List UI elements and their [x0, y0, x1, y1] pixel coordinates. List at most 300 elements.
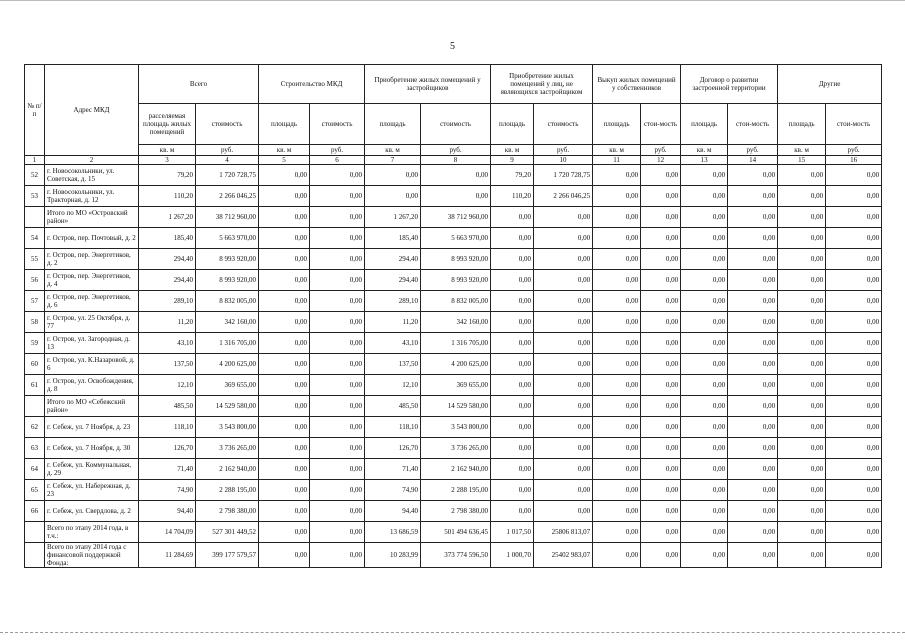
unit-area: кв. м	[778, 145, 826, 156]
address-cell: г. Остров, ул. К.Назаровой, д. 6	[45, 354, 139, 375]
table-row	[25, 270, 882, 291]
value-cell: 0,00	[593, 291, 641, 312]
value-cell: 0,00	[681, 501, 728, 522]
value-cell: 2 288 195,00	[421, 480, 491, 501]
unit-cost: руб.	[826, 145, 882, 156]
address-cell: г. Себеж, ул. Коммунальная, д. 29	[45, 459, 139, 480]
value-cell: 0,00	[491, 207, 534, 228]
value-cell: 0,00	[593, 249, 641, 270]
sub-cost: стоимость	[196, 104, 259, 145]
column-number: 16	[826, 156, 882, 165]
top-scan-edge	[0, 0, 905, 1]
row-number: 64	[25, 459, 45, 480]
value-cell: 0,00	[728, 165, 778, 186]
sub-cost: стоимость	[534, 104, 593, 145]
value-cell: 0,00	[778, 249, 826, 270]
value-cell: 0,00	[259, 438, 310, 459]
address-cell: г. Остров, пер. Энергетиков, д. 4	[45, 270, 139, 291]
value-cell: 0,00	[778, 438, 826, 459]
value-cell: 14 704,09	[139, 522, 196, 543]
value-cell: 1 000,70	[491, 543, 534, 568]
value-cell: 0,00	[826, 480, 882, 501]
value-cell: 0,00	[310, 270, 365, 291]
sub-cost: стои-мость	[826, 104, 882, 145]
value-cell: 0,00	[491, 249, 534, 270]
table-row	[25, 186, 882, 207]
value-cell: 0,00	[259, 480, 310, 501]
value-cell: 342 160,00	[421, 312, 491, 333]
value-cell: 0,00	[593, 186, 641, 207]
value-cell: 8 832 005,00	[196, 291, 259, 312]
value-cell: 0,00	[728, 480, 778, 501]
value-cell: 527 301 449,52	[196, 522, 259, 543]
value-cell: 10 283,99	[365, 543, 421, 568]
value-cell: 12,10	[139, 375, 196, 396]
row-number	[25, 207, 45, 228]
value-cell: 0,00	[259, 543, 310, 568]
group-dev-contract-header: Договор о развитии застроенной территории	[681, 65, 778, 104]
header-row-groups	[25, 65, 882, 104]
value-cell: 0,00	[365, 186, 421, 207]
value-cell: 0,00	[310, 375, 365, 396]
table-row	[25, 165, 882, 186]
value-cell: 2 162 940,00	[421, 459, 491, 480]
value-cell: 0,00	[641, 438, 681, 459]
value-cell: 0,00	[778, 312, 826, 333]
value-cell: 0,00	[593, 228, 641, 249]
address-cell: г. Себеж, ул. Свердлова, д. 2	[45, 501, 139, 522]
value-cell: 0,00	[681, 396, 728, 417]
value-cell: 0,00	[259, 186, 310, 207]
unit-area: кв. м	[681, 145, 728, 156]
value-cell: 126,70	[139, 438, 196, 459]
column-number: 12	[641, 156, 681, 165]
address-cell: г. Новосокольники, ул. Советская, д. 15	[45, 165, 139, 186]
value-cell: 0,00	[641, 354, 681, 375]
value-cell: 0,00	[778, 228, 826, 249]
address-cell: г. Себеж, ул. Набережная, д. 23	[45, 480, 139, 501]
page-number: 5	[450, 41, 455, 52]
row-number: 62	[25, 417, 45, 438]
value-cell: 0,00	[826, 354, 882, 375]
row-number	[25, 396, 45, 417]
value-cell: 0,00	[778, 207, 826, 228]
value-cell: 74,90	[139, 480, 196, 501]
table-row	[25, 417, 882, 438]
value-cell: 0,00	[491, 291, 534, 312]
value-cell: 0,00	[259, 459, 310, 480]
value-cell: 11,20	[365, 312, 421, 333]
value-cell: 0,00	[778, 501, 826, 522]
value-cell: 0,00	[593, 354, 641, 375]
row-number: 54	[25, 228, 45, 249]
table-row	[25, 249, 882, 270]
value-cell: 399 177 579,57	[196, 543, 259, 568]
value-cell: 0,00	[641, 228, 681, 249]
row-number: 58	[25, 312, 45, 333]
value-cell: 0,00	[681, 312, 728, 333]
table-row	[25, 291, 882, 312]
value-cell: 0,00	[728, 333, 778, 354]
value-cell: 1 720 728,75	[534, 165, 593, 186]
value-cell: 0,00	[681, 207, 728, 228]
row-number: 57	[25, 291, 45, 312]
value-cell: 13 686,59	[365, 522, 421, 543]
value-cell: 0,00	[534, 354, 593, 375]
value-cell: 0,00	[310, 186, 365, 207]
value-cell: 0,00	[491, 417, 534, 438]
value-cell: 0,00	[826, 501, 882, 522]
value-cell: 0,00	[778, 417, 826, 438]
col-num-header: № п/п	[25, 65, 45, 156]
value-cell: 126,70	[365, 438, 421, 459]
address-cell: г. Себеж, ул. 7 Ноября, д. 23	[45, 417, 139, 438]
value-cell: 0,00	[641, 543, 681, 568]
group-buyout-header: Выкуп жилых помещений у собственников	[593, 65, 681, 104]
value-cell: 2 798 380,00	[421, 501, 491, 522]
bottom-scan-edge	[0, 632, 905, 633]
value-cell: 0,00	[778, 396, 826, 417]
value-cell: 0,00	[491, 375, 534, 396]
value-cell: 71,40	[139, 459, 196, 480]
address-cell: г. Себеж, ул. 7 Ноября, д. 30	[45, 438, 139, 459]
value-cell: 0,00	[310, 165, 365, 186]
table-row	[25, 375, 882, 396]
value-cell: 0,00	[778, 522, 826, 543]
value-cell: 0,00	[593, 312, 641, 333]
value-cell: 0,00	[681, 417, 728, 438]
value-cell: 0,00	[681, 375, 728, 396]
unit-cost: руб.	[641, 145, 681, 156]
value-cell: 0,00	[593, 417, 641, 438]
value-cell: 0,00	[826, 417, 882, 438]
row-number: 53	[25, 186, 45, 207]
value-cell: 137,50	[365, 354, 421, 375]
sub-area: площадь	[259, 104, 310, 145]
value-cell: 0,00	[778, 375, 826, 396]
row-number: 61	[25, 375, 45, 396]
value-cell: 0,00	[259, 333, 310, 354]
value-cell: 0,00	[778, 480, 826, 501]
column-number: 7	[365, 156, 421, 165]
sub-cost: стои-мость	[641, 104, 681, 145]
value-cell: 0,00	[728, 228, 778, 249]
value-cell: 0,00	[641, 291, 681, 312]
value-cell: 485,50	[139, 396, 196, 417]
value-cell: 0,00	[826, 249, 882, 270]
value-cell: 0,00	[534, 375, 593, 396]
value-cell: 0,00	[491, 501, 534, 522]
value-cell: 1 316 705,00	[421, 333, 491, 354]
value-cell: 0,00	[259, 417, 310, 438]
value-cell: 0,00	[534, 312, 593, 333]
value-cell: 0,00	[421, 165, 491, 186]
unit-area: кв. м	[259, 145, 310, 156]
row-number: 66	[25, 501, 45, 522]
value-cell: 0,00	[641, 396, 681, 417]
value-cell: 0,00	[310, 417, 365, 438]
sub-area: площадь	[491, 104, 534, 145]
value-cell: 3 543 800,00	[421, 417, 491, 438]
value-cell: 0,00	[641, 501, 681, 522]
value-cell: 0,00	[259, 354, 310, 375]
value-cell: 0,00	[826, 207, 882, 228]
value-cell: 294,40	[365, 249, 421, 270]
value-cell: 0,00	[593, 207, 641, 228]
value-cell: 12,10	[365, 375, 421, 396]
value-cell: 5 663 970,00	[196, 228, 259, 249]
value-cell: 289,10	[365, 291, 421, 312]
value-cell: 0,00	[641, 165, 681, 186]
sub-area: площадь	[365, 104, 421, 145]
address-cell: Всего по этапу 2014 года с финансовой поддержкой Фонда:	[45, 543, 139, 568]
value-cell: 0,00	[728, 186, 778, 207]
value-cell: 0,00	[681, 459, 728, 480]
value-cell: 0,00	[641, 459, 681, 480]
value-cell: 2 798 380,00	[196, 501, 259, 522]
value-cell: 118,10	[139, 417, 196, 438]
unit-cost: руб.	[534, 145, 593, 156]
table-row	[25, 501, 882, 522]
address-cell: г. Остров, пер. Энергетиков, д. 2	[45, 249, 139, 270]
value-cell: 0,00	[778, 270, 826, 291]
row-number: 65	[25, 480, 45, 501]
sub-area: площадь	[593, 104, 641, 145]
value-cell: 0,00	[259, 312, 310, 333]
header-row-subcolumns	[25, 104, 882, 145]
value-cell: 0,00	[310, 480, 365, 501]
column-number: 5	[259, 156, 310, 165]
col-address-header: Адрес МКД	[45, 65, 139, 156]
value-cell: 8 832 005,00	[421, 291, 491, 312]
value-cell: 0,00	[641, 207, 681, 228]
value-cell: 0,00	[826, 165, 882, 186]
table-row	[25, 543, 882, 568]
value-cell: 0,00	[728, 312, 778, 333]
table-body	[25, 165, 882, 568]
value-cell: 0,00	[826, 375, 882, 396]
value-cell: 0,00	[728, 249, 778, 270]
value-cell: 2 288 195,00	[196, 480, 259, 501]
value-cell: 0,00	[681, 333, 728, 354]
address-cell: г. Остров, ул. 25 Октября, д. 77	[45, 312, 139, 333]
group-total-header: Всего	[139, 65, 259, 104]
value-cell: 0,00	[728, 375, 778, 396]
value-cell: 0,00	[593, 270, 641, 291]
value-cell: 369 655,00	[421, 375, 491, 396]
value-cell: 1 316 705,00	[196, 333, 259, 354]
value-cell: 110,20	[491, 186, 534, 207]
value-cell: 0,00	[365, 165, 421, 186]
unit-area: кв. м	[491, 145, 534, 156]
value-cell: 0,00	[593, 543, 641, 568]
value-cell: 0,00	[593, 165, 641, 186]
value-cell: 0,00	[491, 396, 534, 417]
sub-cost: стои-мость	[728, 104, 778, 145]
value-cell: 185,40	[365, 228, 421, 249]
table-row	[25, 396, 882, 417]
value-cell: 1 267,20	[139, 207, 196, 228]
row-number	[25, 522, 45, 543]
value-cell: 0,00	[491, 459, 534, 480]
value-cell: 0,00	[259, 522, 310, 543]
value-cell: 0,00	[826, 186, 882, 207]
value-cell: 0,00	[728, 396, 778, 417]
value-cell: 25402 983,07	[534, 543, 593, 568]
value-cell: 0,00	[534, 249, 593, 270]
unit-cost: руб.	[728, 145, 778, 156]
value-cell: 0,00	[728, 291, 778, 312]
unit-cost: руб.	[421, 145, 491, 156]
column-number: 8	[421, 156, 491, 165]
value-cell: 0,00	[641, 333, 681, 354]
value-cell: 43,10	[139, 333, 196, 354]
column-number: 4	[196, 156, 259, 165]
value-cell: 0,00	[641, 417, 681, 438]
unit-cost: руб.	[310, 145, 365, 156]
value-cell: 342 160,00	[196, 312, 259, 333]
value-cell: 0,00	[641, 249, 681, 270]
sub-area: площадь	[778, 104, 826, 145]
value-cell: 0,00	[310, 354, 365, 375]
table-row	[25, 207, 882, 228]
value-cell: 0,00	[593, 333, 641, 354]
value-cell: 294,40	[139, 270, 196, 291]
value-cell: 294,40	[365, 270, 421, 291]
column-number: 13	[681, 156, 728, 165]
table-row	[25, 228, 882, 249]
value-cell: 0,00	[778, 543, 826, 568]
value-cell: 0,00	[534, 501, 593, 522]
value-cell: 0,00	[310, 333, 365, 354]
table-row	[25, 312, 882, 333]
value-cell: 5 663 970,00	[421, 228, 491, 249]
value-cell: 0,00	[826, 270, 882, 291]
row-number: 60	[25, 354, 45, 375]
unit-area: кв. м	[593, 145, 641, 156]
value-cell: 0,00	[728, 459, 778, 480]
value-cell: 0,00	[259, 291, 310, 312]
sub-cost: стоимость	[421, 104, 491, 145]
group-purchase-dev-header: Приобретение жилых помещений у застройщиков	[365, 65, 491, 104]
group-construction-header: Строительство МКД	[259, 65, 365, 104]
value-cell: 0,00	[681, 480, 728, 501]
value-cell: 1 267,20	[365, 207, 421, 228]
value-cell: 0,00	[310, 438, 365, 459]
value-cell: 0,00	[826, 522, 882, 543]
value-cell: 0,00	[778, 354, 826, 375]
value-cell: 0,00	[778, 186, 826, 207]
address-cell: г. Остров, пер. Почтовый, д. 2	[45, 228, 139, 249]
value-cell: 0,00	[534, 417, 593, 438]
value-cell: 1 017,50	[491, 522, 534, 543]
table-row	[25, 480, 882, 501]
value-cell: 0,00	[826, 459, 882, 480]
value-cell: 0,00	[310, 459, 365, 480]
value-cell: 0,00	[778, 459, 826, 480]
value-cell: 0,00	[534, 459, 593, 480]
value-cell: 0,00	[728, 438, 778, 459]
value-cell: 118,10	[365, 417, 421, 438]
column-number: 15	[778, 156, 826, 165]
value-cell: 0,00	[310, 207, 365, 228]
value-cell: 0,00	[491, 270, 534, 291]
value-cell: 0,00	[681, 249, 728, 270]
row-number	[25, 543, 45, 568]
unit-area: кв. м	[365, 145, 421, 156]
column-number: 9	[491, 156, 534, 165]
column-number: 10	[534, 156, 593, 165]
value-cell: 0,00	[681, 165, 728, 186]
value-cell: 0,00	[259, 228, 310, 249]
value-cell: 0,00	[728, 522, 778, 543]
table-row	[25, 333, 882, 354]
column-number: 6	[310, 156, 365, 165]
row-number: 63	[25, 438, 45, 459]
row-number: 55	[25, 249, 45, 270]
value-cell: 0,00	[491, 312, 534, 333]
value-cell: 0,00	[534, 207, 593, 228]
sub-cost: стоимость	[310, 104, 365, 145]
row-number: 52	[25, 165, 45, 186]
value-cell: 0,00	[259, 165, 310, 186]
sub-area-total: расселяемая площадь жилых помещений	[139, 104, 196, 145]
value-cell: 373 774 596,50	[421, 543, 491, 568]
value-cell: 94,40	[365, 501, 421, 522]
value-cell: 289,10	[139, 291, 196, 312]
value-cell: 369 655,00	[196, 375, 259, 396]
value-cell: 0,00	[310, 291, 365, 312]
value-cell: 0,00	[641, 375, 681, 396]
value-cell: 0,00	[534, 270, 593, 291]
value-cell: 0,00	[491, 228, 534, 249]
value-cell: 0,00	[534, 333, 593, 354]
value-cell: 0,00	[310, 522, 365, 543]
column-number: 3	[139, 156, 196, 165]
value-cell: 4 200 625,00	[196, 354, 259, 375]
value-cell: 0,00	[310, 501, 365, 522]
column-number-row	[25, 156, 882, 165]
value-cell: 185,40	[139, 228, 196, 249]
column-number: 2	[45, 156, 139, 165]
value-cell: 2 162 940,00	[196, 459, 259, 480]
value-cell: 14 529 580,00	[421, 396, 491, 417]
column-number: 1	[25, 156, 45, 165]
value-cell: 0,00	[593, 480, 641, 501]
sub-area: площадь	[681, 104, 728, 145]
value-cell: 8 993 920,00	[421, 249, 491, 270]
value-cell: 0,00	[259, 249, 310, 270]
value-cell: 0,00	[681, 291, 728, 312]
address-cell: г. Остров, ул. Освобождения, д. 8	[45, 375, 139, 396]
value-cell: 1 720 728,75	[196, 165, 259, 186]
value-cell: 0,00	[826, 333, 882, 354]
value-cell: 0,00	[310, 396, 365, 417]
unit-area: кв. м	[139, 145, 196, 156]
value-cell: 0,00	[310, 312, 365, 333]
value-cell: 2 266 046,25	[534, 186, 593, 207]
value-cell: 3 543 800,00	[196, 417, 259, 438]
value-cell: 14 529 580,00	[196, 396, 259, 417]
value-cell: 0,00	[259, 396, 310, 417]
value-cell: 0,00	[681, 543, 728, 568]
value-cell: 0,00	[826, 312, 882, 333]
value-cell: 43,10	[365, 333, 421, 354]
value-cell: 0,00	[593, 396, 641, 417]
value-cell: 0,00	[826, 543, 882, 568]
value-cell: 0,00	[491, 354, 534, 375]
resettlement-table	[24, 64, 882, 568]
